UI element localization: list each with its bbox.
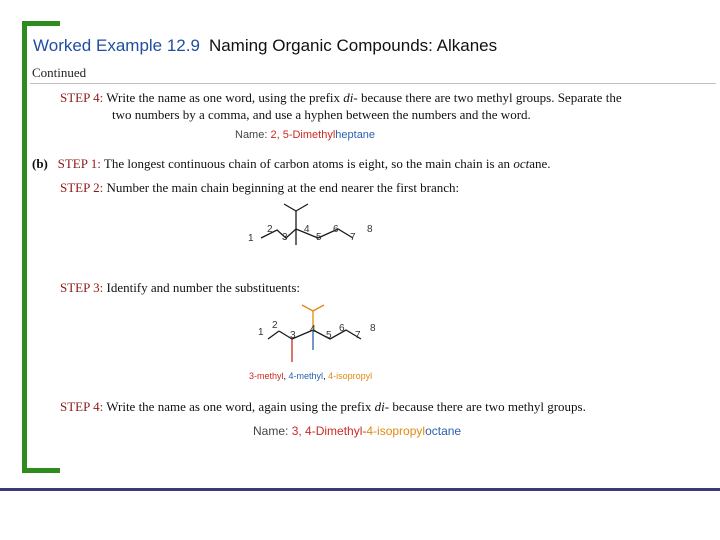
part-a-name — [235, 129, 375, 141]
locant-4: 4 — [310, 324, 316, 335]
step-label: STEP 4: — [60, 90, 104, 105]
locant-1: 1 — [258, 327, 264, 338]
substituent-3-methyl: 3-methyl — [249, 371, 284, 381]
locant-5: 5 — [326, 330, 332, 341]
locant-6: 6 — [339, 323, 345, 334]
step-text: Identify and number the substituents: — [106, 280, 301, 295]
step-label: STEP 2: — [60, 180, 104, 195]
step-text: Write the name as one word, again using the prefix — [106, 399, 372, 414]
locant-7: 7 — [350, 232, 356, 243]
step-text-end: because there are two methyl groups. — [392, 399, 586, 414]
substituent-4-methyl: 4-methyl — [288, 371, 324, 381]
locant-3: 3 — [290, 330, 296, 341]
name-locants: 2, 5- — [270, 129, 293, 141]
isopropyl-left — [302, 305, 313, 311]
name-substituent: Dimethyl — [292, 129, 336, 141]
header-divider — [30, 83, 716, 84]
locant-7: 7 — [355, 330, 361, 341]
name-label: Name: — [253, 424, 289, 438]
part-b-step1 — [32, 156, 551, 172]
name-isopropyl: 4-isopropyl — [366, 424, 426, 438]
title-number: Worked Example 12.9 — [33, 36, 200, 55]
step-label: STEP 4: — [60, 399, 104, 414]
step-italic: di- — [343, 90, 358, 105]
substituent-4-isopropyl: 4-isopropyl — [328, 371, 373, 381]
page-title — [33, 36, 497, 56]
part-b-step2 — [60, 180, 459, 196]
part-b-label: (b) — [32, 156, 48, 171]
substituent-legend — [249, 371, 372, 381]
name-parent: heptane — [335, 129, 376, 141]
title-subject: Naming Organic Compounds: Alkanes — [208, 36, 498, 55]
locant-8: 8 — [367, 224, 373, 235]
part-a-step4 — [60, 90, 622, 106]
step-text: Number the main chain beginning at the end nearer the first branch: — [106, 180, 460, 195]
locant-8: 8 — [370, 323, 376, 334]
separator: , — [283, 371, 287, 381]
continued-label: Continued — [32, 65, 87, 80]
step-italic: oct — [513, 156, 530, 171]
locant-1: 1 — [248, 233, 254, 244]
step-text: Write the name as one word, using the prefix — [106, 90, 341, 105]
footer-bar — [0, 488, 720, 491]
part-a-step4-line2: two numbers by a comma, and use a hyphen between the numbers and the word. — [112, 107, 531, 122]
part-b-name — [253, 424, 461, 438]
name-locants: 3, 4- — [291, 424, 316, 438]
name-parent: octane — [425, 424, 462, 438]
locant-6: 6 — [333, 224, 339, 235]
part-b-step4 — [60, 399, 586, 415]
name-label: Name: — [235, 129, 268, 141]
bond-1-2 — [268, 331, 279, 339]
skeletal-structure-substituents — [245, 298, 395, 368]
name-substituent: Dimethyl- — [315, 424, 367, 438]
step-label: STEP 1: — [57, 156, 101, 171]
separator: , — [323, 371, 326, 381]
step-text: The longest continuous chain of carbon atoms is eight, so the main chain is an — [103, 156, 511, 171]
part-b-step3 — [60, 280, 300, 296]
skeletal-structure-numbered — [240, 198, 390, 250]
step-italic: di- — [374, 399, 390, 414]
bracket-top-arm — [22, 21, 60, 26]
bond-4-8 — [313, 330, 361, 339]
step-text-end: ane. — [529, 156, 551, 171]
branch-right — [296, 204, 308, 211]
locant-2: 2 — [272, 320, 278, 331]
bracket-bottom-arm — [22, 468, 60, 473]
locant-4: 4 — [304, 224, 310, 235]
locant-2: 2 — [267, 224, 273, 235]
locant-3: 3 — [282, 232, 288, 243]
step-text-end: because there are two methyl groups. Separate the — [360, 90, 622, 105]
step-label: STEP 3: — [60, 280, 104, 295]
branch-left — [284, 204, 296, 211]
locant-5: 5 — [316, 232, 322, 243]
isopropyl-right — [313, 305, 324, 311]
left-bracket — [22, 21, 27, 473]
